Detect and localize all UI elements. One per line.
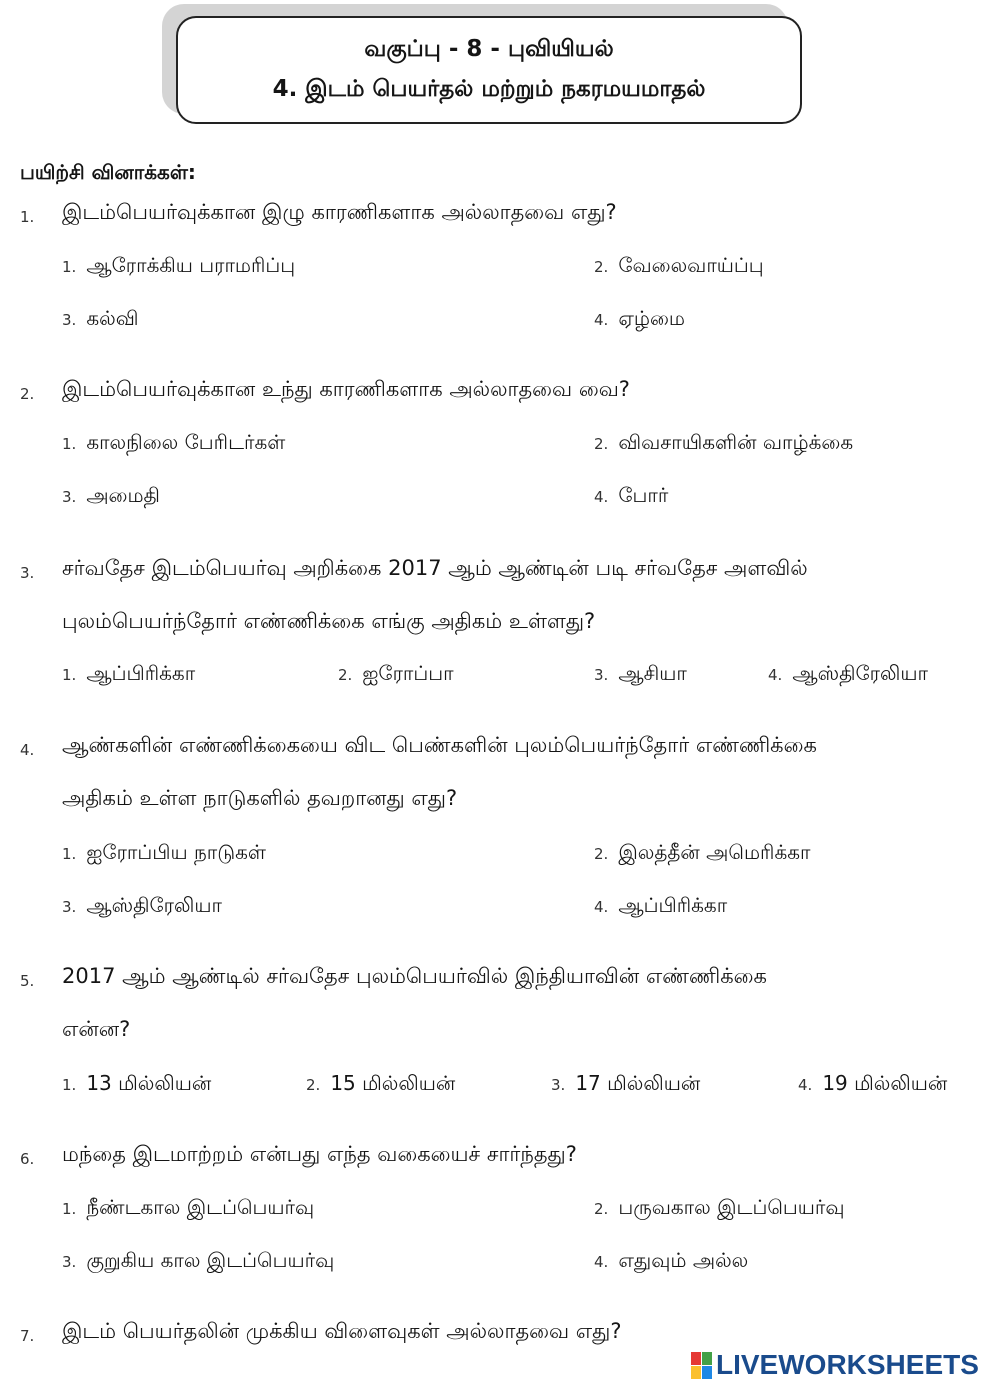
option-2[interactable]: 2. வேலைவாய்ப்பு <box>594 253 764 277</box>
option-1[interactable]: 1. 13 மில்லியன் <box>62 1071 212 1095</box>
option-4[interactable]: 4. ஆஸ்திரேலியா <box>768 661 928 685</box>
option-3[interactable]: 3. அமைதி <box>62 483 160 507</box>
question-number: 2. <box>20 385 35 403</box>
option-3[interactable]: 3. கல்வி <box>62 306 139 330</box>
question-text-line-2: அதிகம் உள்ள நாடுகளில் தவறானது எது? <box>62 786 458 810</box>
logo-square-1 <box>691 1352 701 1365</box>
question-number: 3. <box>20 564 35 582</box>
option-4[interactable]: 4. எதுவும் அல்ல <box>594 1248 749 1272</box>
question-number: 7. <box>20 1327 35 1345</box>
question-text: இடம்பெயர்வுக்கான இழு காரணிகளாக அல்லாதவை எது? <box>62 200 617 224</box>
option-3[interactable]: 3. குறுகிய கால இடப்பெயர்வு <box>62 1248 335 1272</box>
option-4[interactable]: 4. போர் <box>594 483 669 507</box>
question-text-line-1: சர்வதேச இடம்பெயர்வு அறிக்கை 2017 ஆம் ஆண்டின் படி சர்வதேச அளவில் <box>62 556 808 580</box>
option-1[interactable]: 1. ஆப்பிரிக்கா <box>62 661 196 685</box>
question-text-line-1: ஆண்களின் எண்ணிக்கையை விட பெண்களின் புலம்பெயர்ந்தோர் எண்ணிக்கை <box>62 733 817 757</box>
option-1[interactable]: 1. ஆரோக்கிய பராமரிப்பு <box>62 253 296 277</box>
option-3[interactable]: 3. ஆசியா <box>594 661 687 685</box>
option-4[interactable]: 4. 19 மில்லியன் <box>798 1071 948 1095</box>
option-1[interactable]: 1. ஐரோப்பிய நாடுகள் <box>62 840 266 864</box>
question-number: 5. <box>20 972 35 990</box>
question-number: 6. <box>20 1150 35 1168</box>
logo-square-3 <box>691 1366 701 1379</box>
question-text: மந்தை இடமாற்றம் என்பது எந்த வகையைச் சார்ந்தது? <box>62 1142 577 1166</box>
question-text: இடம்பெயர்வுக்கான உந்து காரணிகளாக அல்லாதவை வை? <box>62 377 630 401</box>
question-number: 4. <box>20 741 35 759</box>
option-4[interactable]: 4. ஏழ்மை <box>594 306 685 330</box>
lesson-title: 4. இடம் பெயர்தல் மற்றும் நகரமயமாதல் <box>272 76 706 102</box>
option-2[interactable]: 2. இலத்தீன் அமெரிக்கா <box>594 840 811 864</box>
grade-subject-title: வகுப்பு - 8 - புவியியல் <box>364 36 614 62</box>
option-1[interactable]: 1. நீண்டகால இடப்பெயர்வு <box>62 1195 315 1219</box>
option-2[interactable]: 2. 15 மில்லியன் <box>306 1071 456 1095</box>
option-3[interactable]: 3. ஆஸ்திரேலியா <box>62 893 222 917</box>
title-box <box>176 16 802 124</box>
question-text-line-1: 2017 ஆம் ஆண்டில் சர்வதேச புலம்பெயர்வில் இந்தியாவின் எண்ணிக்கை <box>62 964 767 988</box>
section-heading: பயிற்சி வினாக்கள்: <box>20 160 196 184</box>
question-text-line-2: புலம்பெயர்ந்தோர் எண்ணிக்கை எங்கு அதிகம் உள்ளது? <box>62 609 596 633</box>
option-2[interactable]: 2. விவசாயிகளின் வாழ்க்கை <box>594 430 854 454</box>
option-4[interactable]: 4. ஆப்பிரிக்கா <box>594 893 728 917</box>
option-3[interactable]: 3. 17 மில்லியன் <box>551 1071 701 1095</box>
option-2[interactable]: 2. பருவகால இடப்பெயர்வு <box>594 1195 845 1219</box>
liveworksheets-logo[interactable] <box>691 1349 979 1381</box>
brand-name: LIVEWORKSHEETS <box>716 1349 979 1380</box>
question-number: 1. <box>20 208 35 226</box>
option-2[interactable]: 2. ஐரோப்பா <box>338 661 454 685</box>
logo-square-2 <box>702 1352 712 1365</box>
question-text: இடம் பெயர்தலின் முக்கிய விளைவுகள் அல்லாதவை எது? <box>62 1319 622 1343</box>
logo-square-4 <box>702 1366 712 1379</box>
question-text-line-2: என்ன? <box>62 1017 131 1041</box>
option-1[interactable]: 1. காலநிலை பேரிடர்கள் <box>62 430 286 454</box>
logo-icon <box>691 1352 712 1379</box>
